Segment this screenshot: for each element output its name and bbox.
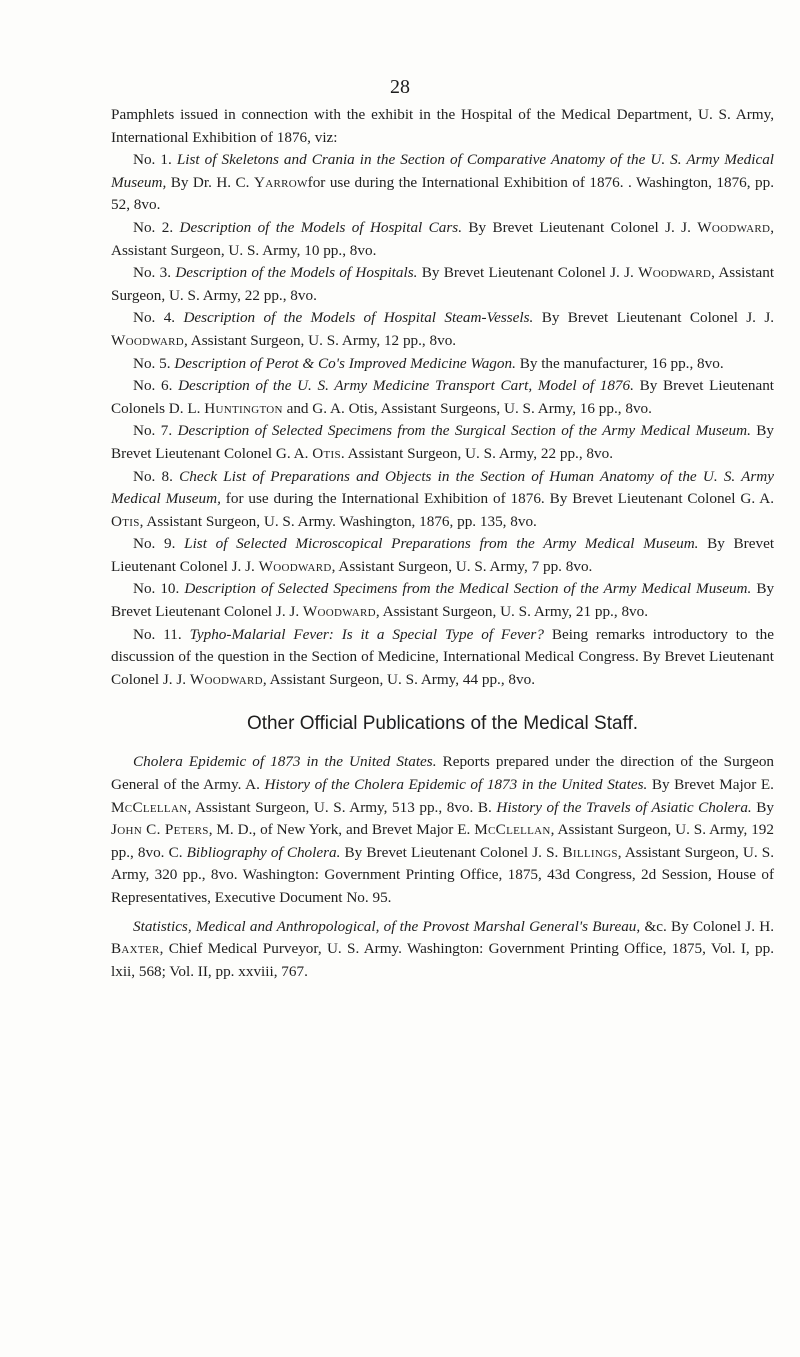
- pamphlet-entry: [111, 262, 774, 307]
- entry-title: List of Skeletons and Crania in the Section of Comparative Anatomy of the U. S. Army Medical Museum,: [111, 151, 775, 191]
- entry-author: By Brevet Lieutenant Colonel J. J.: [541, 309, 775, 327]
- entry-title: Description of the U. S. Army Medicine Transport Cart, Model of 1876.: [178, 377, 634, 395]
- entry-tail: , Assistant Surgeon, U. S. Army, 44 pp., 8vo.: [262, 670, 536, 688]
- pamphlet-list: [111, 149, 774, 691]
- publication-author-name: Baxter: [111, 940, 160, 958]
- entry-author: By Brevet Lieutenant Colonel G. A.: [111, 422, 775, 462]
- sub-c-name: Billings: [562, 843, 618, 861]
- publication-body: &c. By Colonel J. H.: [644, 917, 775, 935]
- entry-number: No. 1.: [133, 151, 172, 169]
- pamphlet-entry: [111, 624, 774, 692]
- entry-title: Description of Selected Specimens from the Surgical Section of the Army Medical Museum.: [177, 422, 751, 440]
- entry-title: Description of Perot & Co's Improved Medicine Wagon.: [174, 354, 516, 372]
- entry-number: No. 8.: [133, 467, 173, 485]
- sub-b-name2: McClellan: [474, 821, 551, 839]
- entry-number: No. 4.: [133, 309, 176, 327]
- entry-author: By Brevet Lieutenant Colonel J. J.: [111, 535, 775, 575]
- entry-tail: and G. A. Otis, Assistant Surgeons, U. S. Army, 16 pp., 8vo.: [282, 399, 652, 417]
- entry-author-name: Woodward: [189, 670, 263, 688]
- pamphlet-entry: [111, 578, 774, 623]
- entry-author-name: Yarrow: [253, 173, 308, 191]
- sub-b-mid: , M. D., of New York, and Brevet Major E.: [208, 821, 471, 839]
- sub-b-title: History of the Travels of Asiatic Cholera.: [496, 798, 752, 816]
- entry-author-name: Huntington: [204, 399, 283, 417]
- entry-tail: . Assistant Surgeon, U. S. Army, 22 pp., 8vo.: [340, 444, 614, 462]
- pamphlet-entry: [111, 217, 774, 262]
- entry-title: Typho-Malarial Fever: Is it a Special Type of Fever?: [189, 625, 544, 643]
- sub-b-author: By: [756, 798, 775, 816]
- entry-author: By the manufacturer, 16 pp., 8vo.: [519, 354, 724, 372]
- section-heading: Other Official Publications of the Medical Staff.: [246, 713, 639, 735]
- entry-author: for use during the International Exhibition of 1876. By Brevet Lieutenant Colonel G. A.: [225, 490, 774, 508]
- publication-body: Reports prepared under the direction of the Surgeon General of the Army. A.: [111, 753, 775, 794]
- entry-number: No. 11.: [133, 625, 182, 643]
- publication-title: Cholera Epidemic of 1873 in the United States.: [133, 753, 437, 771]
- entry-author: By Brevet Lieutenant Colonel J. J.: [421, 264, 634, 282]
- entry-number: No. 2.: [133, 218, 174, 236]
- entry-tail: , Assistant Surgeon, U. S. Army, 10 pp., 8vo.: [111, 218, 775, 259]
- entry-number: No. 7.: [133, 422, 173, 440]
- publication-cholera: [111, 751, 774, 909]
- entry-tail: , Assistant Surgeon, U. S. Army, 21 pp., 8vo.: [375, 603, 649, 621]
- sub-b-tail: , Assistant Surgeon, U. S. Army, 192 pp., 8vo. C.: [111, 821, 774, 861]
- sub-c-title: Bibliography of Cholera.: [186, 843, 341, 861]
- entry-number: No. 3.: [133, 264, 172, 282]
- sub-b-name: John C. Peters: [111, 821, 209, 839]
- pamphlet-entry: [111, 149, 774, 217]
- entry-number: No. 5.: [133, 354, 171, 372]
- entry-rest: for use during the International Exhibition of 1876.: [307, 173, 624, 191]
- entry-title: Description of the Models of Hospital Cars.: [179, 218, 462, 236]
- entry-tail: . Washington, 1876, pp. 52, 8vo.: [111, 173, 774, 214]
- sub-a-name: McClellan: [111, 798, 188, 816]
- entry-title: Description of Selected Specimens from the Medical Section of the Army Medical Museum.: [184, 580, 752, 598]
- entry-author-name: Woodward: [302, 603, 376, 621]
- sub-c-author: By Brevet Lieutenant Colonel J. S.: [344, 843, 559, 861]
- entry-title: Check List of Preparations and Objects in the Section of Human Anatomy of the U. S. Army Medical Museum,: [111, 467, 775, 508]
- pamphlet-entry: [111, 533, 774, 578]
- pamphlet-entry: [111, 375, 774, 420]
- entry-author-name: Woodward: [697, 218, 771, 236]
- pamphlet-entry: [111, 307, 774, 352]
- sub-a-author: By Brevet Major E.: [651, 776, 774, 794]
- entry-author: By Brevet Lieutenant Colonel J. J.: [111, 580, 775, 621]
- entry-title: Description of the Models of Hospital Steam-Vessels.: [183, 309, 534, 327]
- entry-number: No. 10.: [133, 580, 180, 598]
- entry-author-name: Otis: [312, 444, 341, 462]
- entry-number: No. 9.: [133, 535, 176, 553]
- intro-paragraph: Pamphlets issued in connection with the exhibit in the Hospital of the Medical Department, U. S. Army, International Exhibition of 1876, viz:: [111, 106, 774, 146]
- entry-author-name: Woodward: [638, 264, 712, 282]
- pamphlet-entry: [111, 353, 774, 376]
- entry-tail: , Assistant Surgeon, U. S. Army, 12 pp., 8vo.: [183, 331, 457, 349]
- entry-author: By Dr. H. C.: [170, 173, 250, 191]
- entry-title: Description of the Models of Hospitals.: [175, 264, 418, 282]
- entry-tail: , Assistant Surgeon, U. S. Army, 22 pp., 8vo.: [111, 264, 775, 304]
- sub-a-title: History of the Cholera Epidemic of 1873 in the United States.: [264, 776, 648, 794]
- entry-title: List of Selected Microscopical Preparations from the Army Medical Museum.: [184, 535, 699, 553]
- entry-author-name: Otis: [111, 512, 140, 530]
- entry-tail: , Assistant Surgeon, U. S. Army, 7 pp. 8vo.: [331, 557, 593, 575]
- entry-author: By Brevet Lieutenant Colonel J. J.: [468, 218, 691, 236]
- sub-c-tail: , Assistant Surgeon, U. S. Army, 320 pp., 8vo. Washington: Government Printing Office, 1875, 43d Congress, 2d Session, House of Representatives, Executive Document No. 95.: [111, 843, 775, 906]
- publication-title: Statistics, Medical and Anthropological, of the Provost Marshal General's Bureau,: [133, 917, 641, 935]
- pamphlet-entry: [111, 466, 774, 534]
- entry-number: No. 6.: [133, 377, 173, 395]
- pamphlet-entry: [111, 420, 774, 465]
- publication-tail: , Chief Medical Purveyor, U. S. Army. Washington: Government Printing Office, 1875, Vol. I, pp. lxii, 568; Vol. II, pp. xxviii, 767.: [111, 940, 774, 980]
- entry-tail: , Assistant Surgeon, U. S. Army. Washington, 1876, pp. 135, 8vo.: [139, 512, 537, 530]
- entry-author-name: Woodward: [111, 331, 184, 349]
- entry-author-name: Woodward: [258, 557, 332, 575]
- page-number: 28: [390, 76, 410, 98]
- entry-author: Being remarks introductory to the discussion of the question in the Section of Medicine, International Medical Congress. By Brevet Lieutenant Colonel J. J.: [111, 625, 775, 688]
- entry-author: By Brevet Lieutenant Colonels D. L.: [111, 377, 775, 417]
- sub-a-tail: , Assistant Surgeon, U. S. Army, 513 pp., 8vo. B.: [187, 798, 492, 816]
- publication-statistics: [111, 916, 774, 984]
